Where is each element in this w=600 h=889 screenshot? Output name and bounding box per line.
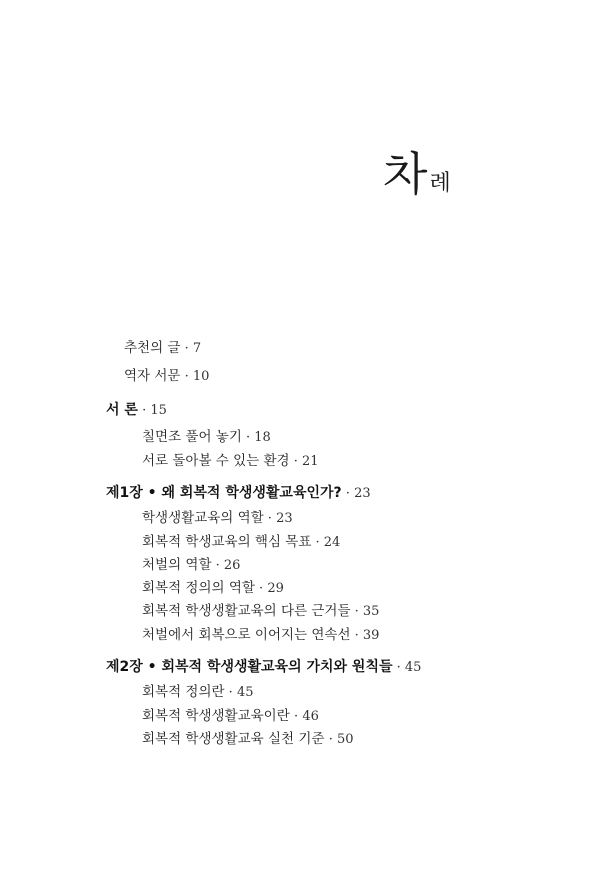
entry-separator: · bbox=[328, 732, 337, 747]
entry-page: 18 bbox=[254, 430, 271, 445]
entry-label: 서로 돌아볼 수 있는 환경 bbox=[142, 453, 290, 469]
entry-page: 7 bbox=[192, 341, 202, 356]
entry-label: 처벌의 역할 bbox=[142, 557, 212, 573]
entry-label: 역자 서문 bbox=[124, 368, 181, 384]
entry-label: 회복적 학생교육의 핵심 목표 bbox=[142, 534, 312, 550]
entry-label: 회복적 학생생활교육 실천 기준 bbox=[142, 731, 329, 747]
toc-subentry[interactable] bbox=[142, 682, 254, 703]
entry-label: 칠면조 풀어 놓기 bbox=[142, 429, 242, 445]
entry-separator: · bbox=[350, 604, 363, 619]
entry-page: 26 bbox=[223, 558, 241, 573]
toc-entry-translator-preface[interactable] bbox=[124, 366, 209, 387]
entry-separator: · bbox=[350, 628, 363, 643]
entry-page: 15 bbox=[150, 403, 167, 418]
entry-separator: · bbox=[211, 558, 224, 573]
entry-page: 46 bbox=[302, 709, 319, 724]
toc-subentry[interactable] bbox=[142, 578, 284, 599]
entry-separator: · bbox=[263, 511, 277, 526]
toc-subentry[interactable] bbox=[142, 508, 293, 529]
entry-page: 24 bbox=[323, 535, 341, 550]
entry-separator: · bbox=[294, 709, 303, 724]
toc-subentry[interactable] bbox=[142, 427, 271, 448]
entry-separator: · bbox=[341, 486, 355, 501]
toc-title-small: 례 bbox=[429, 171, 451, 196]
toc-title bbox=[383, 138, 451, 204]
toc-entry-chapter-1[interactable] bbox=[106, 483, 371, 504]
entry-page: 10 bbox=[192, 369, 210, 384]
entry-separator: · bbox=[180, 341, 193, 356]
entry-label: 회복적 학생생활교육의 다른 근거들 bbox=[142, 603, 351, 619]
entry-label: 처벌에서 회복으로 이어지는 연속선 bbox=[142, 627, 351, 643]
entry-page: 21 bbox=[301, 454, 319, 469]
entry-page: 35 bbox=[362, 604, 380, 619]
entry-separator: · bbox=[180, 369, 193, 384]
entry-label: 서 론 bbox=[106, 402, 138, 418]
toc-subentry[interactable] bbox=[142, 625, 379, 646]
entry-label: 추천의 글 bbox=[124, 340, 181, 356]
toc-entry-introduction[interactable] bbox=[106, 400, 167, 421]
toc-subentry[interactable] bbox=[142, 729, 354, 750]
entry-page: 23 bbox=[354, 486, 371, 501]
entry-separator: · bbox=[241, 430, 255, 445]
entry-page: 45 bbox=[236, 685, 254, 700]
toc-subentry[interactable] bbox=[142, 706, 319, 727]
entry-separator: · bbox=[289, 454, 302, 469]
toc-entry-chapter-2[interactable] bbox=[106, 657, 421, 678]
toc-entry-recommendation[interactable] bbox=[124, 338, 201, 359]
entry-label: 학생생활교육의 역할 bbox=[142, 510, 264, 526]
entry-page: 23 bbox=[276, 511, 293, 526]
entry-page: 29 bbox=[267, 581, 284, 596]
entry-label: 제1장 • 왜 회복적 학생생활교육인가? bbox=[106, 485, 342, 501]
entry-label: 제2장 • 회복적 학생생활교육의 가치와 원칙들 bbox=[106, 659, 393, 675]
entry-page: 50 bbox=[336, 732, 354, 747]
entry-label: 회복적 학생생활교육이란 bbox=[142, 708, 295, 724]
entry-page: 39 bbox=[362, 628, 380, 643]
entry-separator: · bbox=[224, 685, 237, 700]
toc-subentry[interactable] bbox=[142, 601, 379, 622]
entry-label: 회복적 정의란 bbox=[142, 684, 225, 700]
entry-separator: · bbox=[254, 581, 268, 596]
toc-subentry[interactable] bbox=[142, 451, 319, 472]
toc-subentry[interactable] bbox=[142, 532, 340, 553]
toc-title-large: 차 bbox=[383, 147, 428, 201]
entry-separator: · bbox=[392, 660, 405, 675]
entry-label: 회복적 정의의 역할 bbox=[142, 580, 255, 596]
entry-separator: · bbox=[137, 403, 151, 418]
entry-page: 45 bbox=[404, 660, 422, 675]
toc-subentry[interactable] bbox=[142, 555, 240, 576]
entry-separator: · bbox=[311, 535, 324, 550]
